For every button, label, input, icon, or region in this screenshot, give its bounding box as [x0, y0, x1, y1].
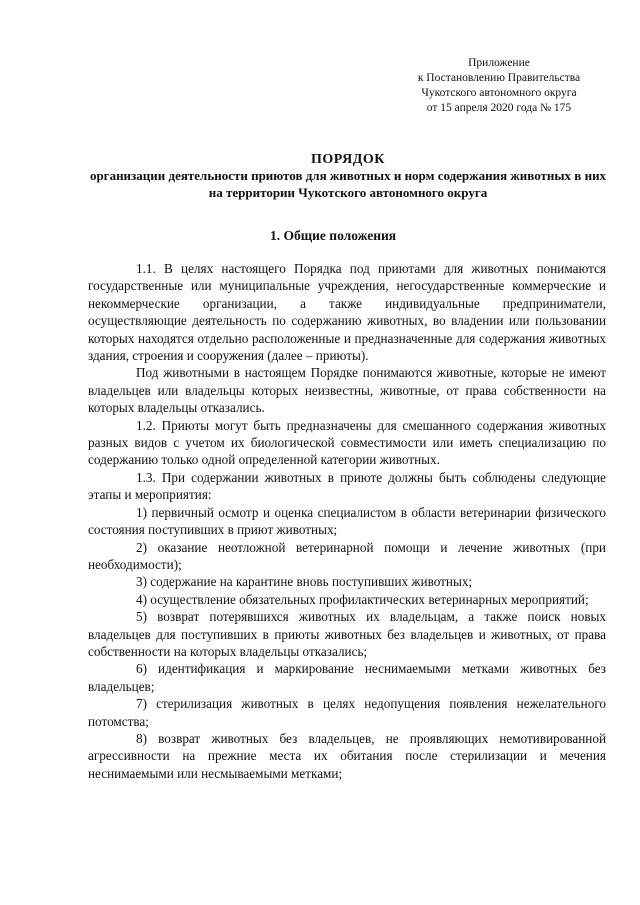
- list-item-7: 7) стерилизация животных в целях недопущения появления нежелательного потомства;: [88, 696, 606, 729]
- document-body: [88, 260, 606, 782]
- title-subtitle: организации деятельности приютов для животных и норм содержания животных в них на территории Чукотского автономного округа: [89, 168, 607, 200]
- list-item-6: 6) идентификация и маркирование неснимаемыми метками животных без владельцев;: [88, 661, 606, 694]
- appendix-line-3: Чукотского автономного округа: [421, 87, 577, 99]
- appendix-line-1: Приложение: [468, 57, 530, 69]
- list-item-4: 4) осуществление обязательных профилактических ветеринарных мероприятий;: [136, 591, 589, 607]
- section-heading-general: 1. Общие положения: [270, 228, 397, 243]
- appendix-line-2: к Постановлению Правительства: [417, 72, 581, 84]
- appendix-block: [360, 56, 638, 116]
- list-item-1: 1) первичный осмотр и оценка специалистом в области ветеринарии физического состояния поступивших в приют животных;: [88, 504, 606, 538]
- title-main: ПОРЯДОК: [311, 152, 385, 167]
- list-item-3: 3) содержание на карантине вновь поступивших животных;: [136, 574, 473, 590]
- list-item-8: 8) возврат животных без владельцев, не проявляющих немотивированной агрессивности на прежние места их обитания после стерилизации и мечения неснимаемыми или несмываемыми метками;: [88, 730, 606, 781]
- paragraph-1-3: 1.3. При содержании животных в приюте должны быть соблюдены следующие этапы и мероприятия:: [88, 469, 606, 503]
- list-item-5: 5) возврат потерявшихся животных их владельцам, а также поиск новых владельцев для поступивших в приюты животных без владельцев и животных, от права собственности на которых владельцы отказались;: [88, 609, 606, 659]
- paragraph-1-1: 1.1. В целях настоящего Порядка под приютами для животных понимаются государственные или муниципальные учреждения, негосударственные коммерческие и некоммерческие организации, а также индивидуальные предприниматели, осуществляющие деятельность по содержанию животных, во владении или пользовании которых находятся отдельно расположенные и предназначенные для содержания животных здания, строения и сооружения (далее – приюты).: [88, 261, 606, 364]
- appendix-line-4: от 15 апреля 2020 года № 175: [426, 102, 572, 114]
- document-title: [88, 152, 608, 201]
- paragraph-animals-definition: Под животными в настоящем Порядке понимаются животные, которые не имеют владельцев или владельцы которых неизвестны, животные, от права собственности на которых владельцы отказались.: [88, 365, 606, 416]
- paragraph-1-2: 1.2. Приюты могут быть предназначены для смешанного содержания животных разных видов с учетом их биологической совместимости или иметь специализацию по содержанию только одной определенной категории животных.: [88, 417, 606, 468]
- list-item-2: 2) оказание неотложной ветеринарной помощи и лечение животных (при необходимости);: [88, 539, 606, 572]
